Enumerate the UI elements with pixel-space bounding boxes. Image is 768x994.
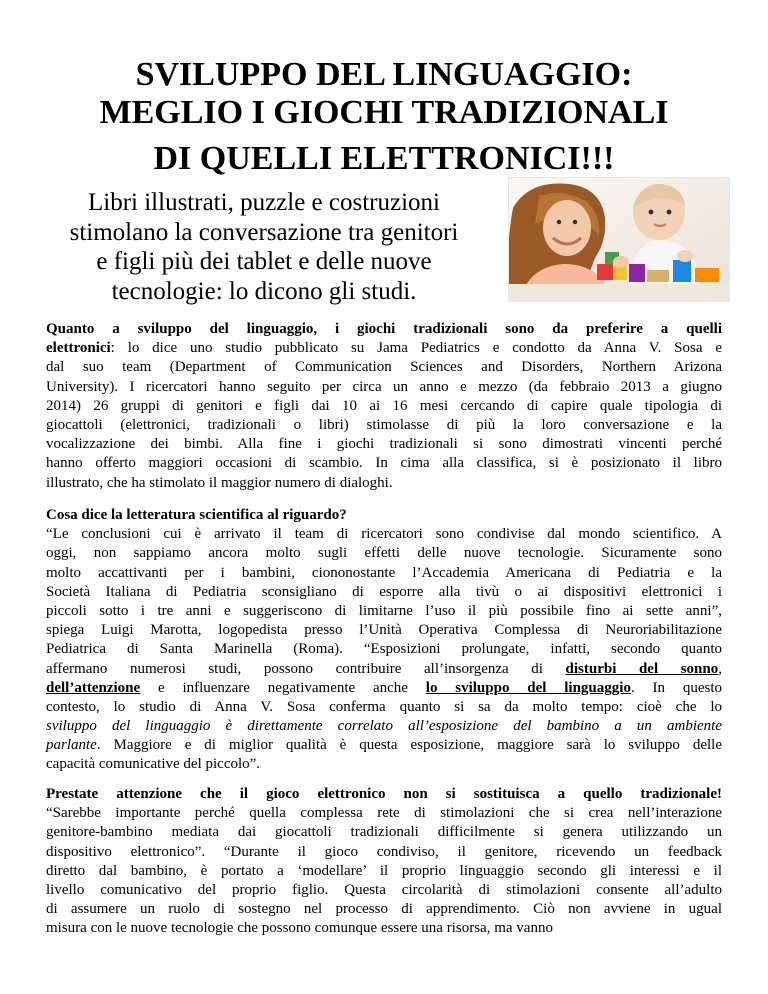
title-line-1: SVILUPPO DEL LINGUAGGIO: bbox=[135, 56, 633, 93]
text-line: di assumere un ruolo di sostegno nel processo di apprendimento. Ciò non avviene in ugual bbox=[46, 901, 722, 918]
title-line-2: MEGLIO I GIOCHI TRADIZIONALI bbox=[99, 94, 669, 131]
text-line: oggi, non sappiamo ancora molto sugli effetti delle nuove tecnologie. Sicuramente sono bbox=[46, 545, 722, 562]
text-line: dell’attenzione e influenzare negativamente anche lo sviluppo del linguaggio. In questo bbox=[46, 679, 722, 696]
mother-and-child-playing-blocks-photo-icon bbox=[509, 178, 729, 301]
text-line: diretto dal bambino, è portato a ‘modellare’ il proprio linguaggio secondo gli interessi e il bbox=[46, 862, 722, 879]
text-line: Quanto a sviluppo del linguaggio, i giochi tradizionali sono da preferire a quelli bbox=[46, 321, 722, 337]
text-line: piccoli sotto i tre anni e suggeriscono di limitarne l’uso il più possibile fino ai sette anni”, bbox=[46, 602, 722, 619]
subtitle bbox=[40, 188, 488, 306]
text-line: parlante. Maggiore e di miglior qualità è questa esposizione, maggiore sarà lo sviluppo delle bbox=[46, 737, 722, 754]
subtitle-line: stimolano la conversazione tra genitori bbox=[69, 218, 459, 246]
text-line: spiega Luigi Marotta, logopedista presso l’Unità Operativa Complessa di Neuroriabilitazione bbox=[46, 622, 722, 639]
subtitle-line: tecnologie: lo dicono gli studi. bbox=[111, 277, 417, 305]
link-attenzione[interactable]: dell’attenzione bbox=[46, 679, 141, 696]
link-disturbi-del-sonno[interactable]: disturbi del sonno bbox=[565, 660, 719, 677]
text-line: vocalizzazione dei bimbi. Alla fine i giochi tradizionali si sono dimostrati vincenti perché bbox=[46, 436, 722, 453]
paragraph-literature bbox=[46, 506, 722, 775]
link-sviluppo-linguaggio[interactable]: lo sviluppo del linguaggio bbox=[425, 679, 631, 696]
mother-child-photo bbox=[508, 177, 730, 302]
text-line: misura con le nuove tecnologie che possono comunque essere una risorsa, ma vanno bbox=[46, 920, 553, 937]
text-line: livello comunicativo del proprio figlio. Questa circolarità di stimolazioni consente all’adulto bbox=[46, 881, 722, 898]
text-line: “Le conclusioni cui è arrivato il team di ricercatori sono condivise dal mondo scientifico. A bbox=[46, 526, 722, 543]
text-line: hanno offerto maggiori occasioni di scambio. In cima alla classifica, si è posizionato il libro bbox=[46, 455, 722, 472]
text-line: sviluppo del linguaggio è direttamente correlato all’esposizione del bambino a un ambiente bbox=[46, 718, 722, 735]
section-heading: Prestate attenzione che il gioco elettronico non si sostituisca a quello tradizionale! bbox=[46, 786, 722, 802]
text-line: genitore-bambino mediata dai giocattoli tradizionali difficilmente si genera utilizzando un bbox=[46, 824, 722, 841]
text-line: elettronici: lo dice uno studio pubblicato su Jama Pediatrics e condotto da Anna V. Sosa e bbox=[46, 340, 722, 357]
paragraph-study bbox=[46, 320, 722, 493]
text-line: “Sarebbe importante perché quella complessa rete di stimolazioni che si crea nell’interazione bbox=[46, 805, 722, 822]
text-line: dal suo team (Department of Communication Sciences and Disorders, Northern Arizona bbox=[46, 359, 722, 376]
text-line: University). I ricercatori hanno seguito per circa un anno e mezzo (da febbraio 2013 a giugno bbox=[46, 378, 722, 395]
text-line: 2014) 26 gruppi di genitori e figli dai 10 ai 16 mesi cercando di capire quale tipologia di bbox=[46, 397, 722, 414]
text-line: Pediatrica di Santa Marinella (Roma). “Esposizioni prolungate, infatti, secondo quanto bbox=[46, 641, 722, 658]
text-line: Società Italiana di Pediatria sconsigliano di esporre alla tivù o ai dispositivi elettronici i bbox=[46, 583, 722, 600]
section-heading: Cosa dice la letteratura scientifica al riguardo? bbox=[46, 507, 347, 523]
text-line: capacità comunicative del piccolo”. bbox=[46, 756, 261, 773]
text-line: molto accattivanti per i bambini, ciononostante l’Accademia Americana di Pediatria e la bbox=[46, 564, 722, 581]
title-line-3: DI QUELLI ELETTRONICI!!! bbox=[153, 140, 615, 177]
text-line: affermano numerosi studi, possono contribuire all’insorgenza di disturbi del sonno, bbox=[46, 660, 722, 677]
text-line: giocattoli (elettronici, tradizionali o libri) stimolasse di più la loro conversazione e la bbox=[46, 416, 722, 433]
subtitle-line: e figli più dei tablet e delle nuove bbox=[96, 248, 432, 275]
subtitle-line: Libri illustrati, puzzle e costruzioni bbox=[88, 189, 440, 216]
paragraph-attention bbox=[46, 785, 722, 939]
text-line: contesto, lo studio di Anna V. Sosa conferma quanto si sa da molto tempo: cioè che lo bbox=[46, 698, 722, 715]
text-line: illustrato, che ha stimolato il maggior numero di dialoghi. bbox=[46, 474, 393, 491]
text-line: dispositivo elettronico”. “Durante il gioco condiviso, il genitore, ricevendo un feedback bbox=[46, 843, 722, 860]
